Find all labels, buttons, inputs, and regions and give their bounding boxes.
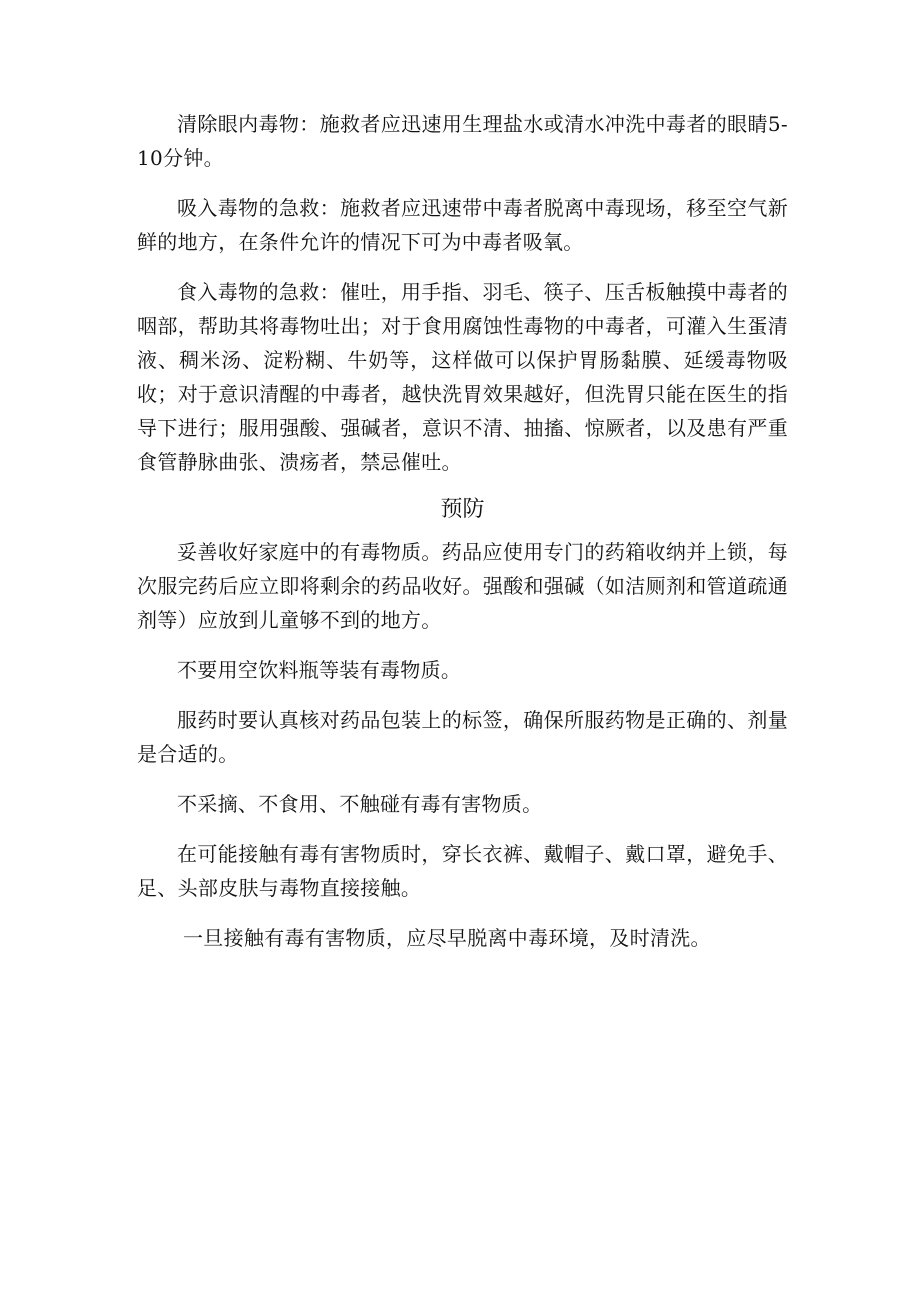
eye-poison-paragraph: 清除眼内毒物：施救者应迅速用生理盐水或清水冲洗中毒者的眼睛5-10分钟。 [137, 112, 788, 170]
inhaled-poison-paragraph: 吸入毒物的急救：施救者应迅速带中毒者脱离中毒现场，移至空气新鲜的地方，在条件允许的情况下可为中毒者吸氧。 [137, 196, 788, 254]
prevention-paragraph-protection: 在可能接触有毒有害物质时，穿长衣裤、戴帽子、戴口罩，避免手、足、头部皮肤与毒物直接接触。 [137, 842, 788, 900]
prevention-paragraph-storage: 妥善收好家庭中的有毒物质。药品应使用专门的药箱收纳并上锁，每次服完药后应立即将剩余的药品收好。强酸和强碱（如洁厕剂和管道疏通剂等）应放到儿童够不到的地方。 [137, 540, 788, 632]
ingested-poison-paragraph: 食入毒物的急救：催吐，用手指、羽毛、筷子、压舌板触摸中毒者的咽部，帮助其将毒物吐出；对于食用腐蚀性毒物的中毒者，可灌入生蛋清液、稠米汤、淀粉糊、牛奶等，这样做可以保护胃肠黏膜、延缓毒物吸收；对于意识清醒的中毒者，越快洗胃效果越好，但洗胃只能在医生的指导下进行；服用强酸、强碱者，意识不清、抽搐、惊厥者，以及患有严重食管静脉曲张、溃疡者，禁忌催吐。 [137, 280, 788, 474]
prevention-paragraph-avoid: 不采摘、不食用、不触碰有毒有害物质。 [177, 792, 543, 816]
prevention-paragraph-exposure: 一旦接触有毒有害物质，应尽早脱离中毒环境，及时清洗。 [183, 926, 711, 950]
prevention-heading: 预防 [440, 497, 485, 522]
prevention-paragraph-bottles: 不要用空饮料瓶等装有毒物质。 [177, 658, 462, 682]
document-body [137, 107, 788, 971]
prevention-paragraph-labels: 服药时要认真核对药品包装上的标签，确保所服药物是正确的、剂量是合适的。 [137, 708, 788, 766]
